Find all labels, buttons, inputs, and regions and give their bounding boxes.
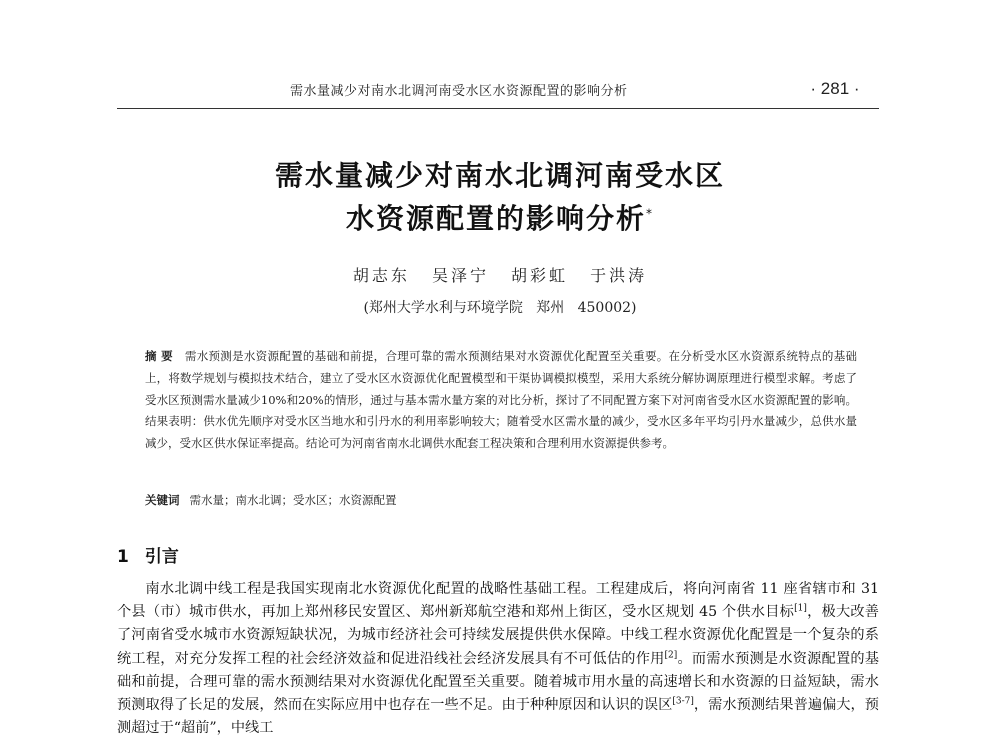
author-list: 胡志东 吴泽宁 胡彩虹 于洪涛 xyxy=(352,266,648,285)
affiliation: (郑州大学水利与环境学院 郑州 450002) xyxy=(363,300,637,316)
abstract-text: 需水预测是水资源配置的基础和前提，合理可靠的需水预测结果对水资源优化配置至关重要。在分析受水区水资源系统特点的基础上，将数学规划与模拟技术结合，建立了受水区水资源优化配置模型和干渠协调模拟模型，采用大系统分解协调原理进行模型求解。考虑了受水区预测需水量减少10%和20%的情形，通过与基本需水量方案的对比分析，探讨了不同配置方案下对河南省受水区水资源配置的影响。结果表明：供水优先顺序对受水区当地水和引丹水的利用率影响较大；随着受水区需水量的减少，受水区多年平均引丹水量减少，总供水量减少，受水区供水保证率提高。结论可为河南省南水北调供水配套工程决策和合理利用水资源提供参考。 xyxy=(145,349,857,451)
paper-title-line-1 xyxy=(150,154,850,194)
body-paragraph xyxy=(117,578,879,740)
abstract xyxy=(145,346,857,455)
body-text-part-4: ，需水预测结果普遍偏大，预测超过于“超前”，中线工 xyxy=(117,697,879,737)
body-text-part-2: ，极大改善了河南省受水城市水资源短缺状况，为城市经济社会可持续发展提供供水保障。中线工程水资源优化配置是一个复杂的系统工程，对充分发挥工程的社会经济效益和促进沿线社会经济发展具有不可低估的作用 xyxy=(117,604,879,667)
citation-1[interactable]: [1] xyxy=(794,603,807,614)
body-text-part-1: 南水北调中线工程是我国实现南北水资源优化配置的战略性基础工程。工程建成后，将向河南省 11 座省辖市和 31 个县（市）城市供水，再加上郑州移民安置区、郑州新郑航空港和郑州上街区，受水区规划 45 个供水目标 xyxy=(117,581,879,621)
citation-3[interactable]: [3-7] xyxy=(672,696,694,707)
section-heading xyxy=(117,542,179,567)
body-text-part-3: 。而需水预测是水资源配置的基础和前提，合理可靠的需水预测结果对水资源优化配置至关重要。随着城市用水量的高速增长和水资源的日益短缺，需水预测取得了长足的发展，然而在实际应用中也存在一些不足。由于种种原因和认识的误区 xyxy=(117,650,879,714)
page-number: · 281 · xyxy=(810,79,860,98)
section-title: 引言 xyxy=(144,547,179,567)
keywords-label: 关键词 xyxy=(145,493,180,507)
abstract-label: 摘 要 xyxy=(145,349,173,363)
section-number: 1 xyxy=(117,547,129,567)
keywords-text: 需水量；南水北调；受水区；水资源配置 xyxy=(189,493,397,507)
citation-2[interactable]: [2] xyxy=(664,649,678,660)
title-line-2-text: 水资源配置的影响分析 xyxy=(345,202,646,235)
title-footnote-mark: * xyxy=(646,206,654,221)
running-title: 需水量减少对南水北调河南受水区水资源配置的影响分析 xyxy=(290,84,628,99)
keywords xyxy=(145,492,857,508)
title-line-1-text: 需水量减少对南水北调河南受水区 xyxy=(274,159,725,192)
paper-title-line-2 xyxy=(150,197,850,237)
header-rule xyxy=(117,108,879,109)
